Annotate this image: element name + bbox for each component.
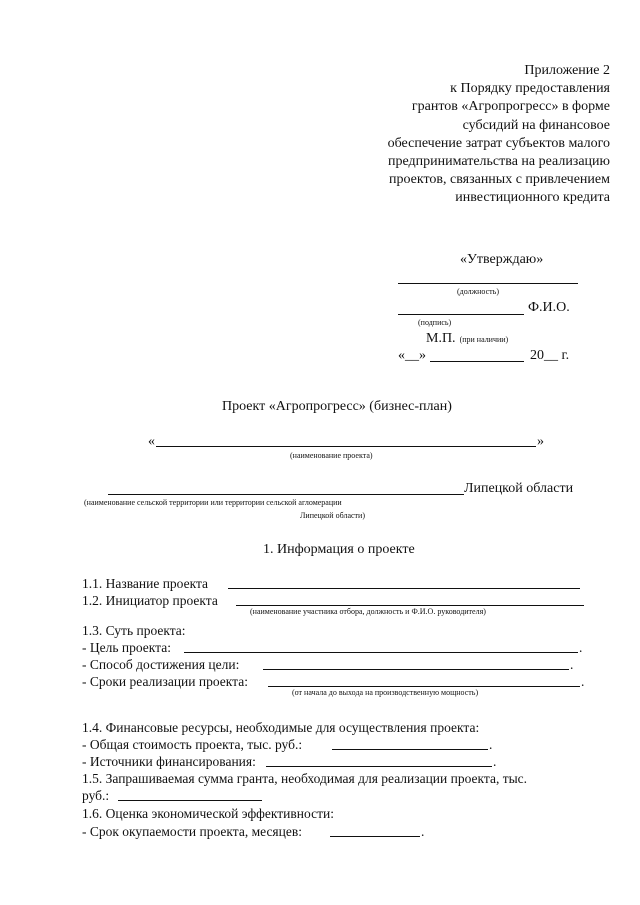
appendix-line: субсидий на финансовое bbox=[462, 117, 610, 133]
approval-title: «Утверждаю» bbox=[460, 252, 544, 267]
name-open-quote: « bbox=[148, 434, 155, 449]
terms-label: - Сроки реализации проекта: bbox=[82, 674, 248, 689]
appendix-header bbox=[388, 62, 610, 208]
item-project-name-label: 1.1. Название проекта bbox=[82, 576, 209, 591]
appendix-line: проектов, связанных с привлечением bbox=[388, 172, 610, 188]
date-month-field[interactable] bbox=[430, 361, 524, 362]
method-input[interactable] bbox=[263, 669, 569, 670]
terms-input[interactable] bbox=[268, 686, 580, 687]
appendix-line: к Порядку предоставления bbox=[450, 81, 610, 97]
section-heading: 1. Информация о проекте bbox=[263, 542, 415, 557]
appendix-line: грантов «Агропрогресс» в форме bbox=[411, 99, 610, 115]
signature-field[interactable] bbox=[398, 314, 524, 315]
date-day: «__» bbox=[398, 348, 426, 363]
terms-caption: (от начала до выхода на производственную мощность) bbox=[292, 688, 479, 697]
project-name-input[interactable] bbox=[228, 588, 580, 589]
period: . bbox=[579, 640, 583, 655]
sources-input[interactable] bbox=[266, 766, 492, 767]
appendix-line: инвестиционного кредита bbox=[455, 190, 610, 206]
period: . bbox=[570, 657, 574, 672]
project-name-field[interactable] bbox=[156, 446, 536, 447]
region-suffix: Липецкой области bbox=[464, 481, 574, 496]
method-label: - Способ достижения цели: bbox=[82, 657, 240, 672]
project-name-caption: (наименование проекта) bbox=[290, 451, 373, 460]
period: . bbox=[421, 824, 425, 839]
goal-input[interactable] bbox=[184, 652, 578, 653]
initiator-caption: (наименование участника отбора, должность и Ф.И.О. руководителя) bbox=[250, 607, 486, 616]
appendix-line: обеспечение затрат субъектов малого bbox=[387, 135, 610, 151]
grant-amount-label: 1.5. Запрашиваемая сумма гранта, необходимая для реализации проекта, тыс. bbox=[82, 771, 528, 786]
initiator-input[interactable] bbox=[236, 605, 584, 606]
position-caption: (должность) bbox=[457, 287, 499, 296]
territory-caption-2: Липецкой области) bbox=[300, 511, 365, 520]
signature-caption: (подпись) bbox=[418, 318, 452, 327]
grant-amount-input[interactable] bbox=[118, 800, 262, 801]
seal-label: М.П. bbox=[426, 331, 456, 346]
appendix-line: предпринимательства на реализацию bbox=[388, 154, 610, 170]
grant-amount-label-cont: руб.: bbox=[82, 788, 110, 803]
item-financial-label: 1.4. Финансовые ресурсы, необходимые для осуществления проекта: bbox=[82, 720, 480, 735]
item-essence-label: 1.3. Суть проекта: bbox=[82, 623, 186, 638]
position-field[interactable] bbox=[398, 283, 578, 284]
period: . bbox=[489, 737, 493, 752]
total-cost-label: - Общая стоимость проекта, тыс. руб.: bbox=[82, 737, 303, 752]
period: . bbox=[493, 754, 497, 769]
project-title: Проект «Агропрогресс» (бизнес-план) bbox=[222, 399, 452, 414]
territory-field[interactable] bbox=[108, 494, 464, 495]
seal-row bbox=[426, 329, 508, 347]
appendix-line: Приложение 2 bbox=[524, 63, 610, 78]
date-year: 20__ г. bbox=[530, 348, 570, 363]
payback-label: - Срок окупаемости проекта, месяцев: bbox=[82, 824, 302, 839]
total-cost-input[interactable] bbox=[332, 749, 488, 750]
sources-label: - Источники финансирования: bbox=[82, 754, 256, 769]
item-efficiency-label: 1.6. Оценка экономической эффективности: bbox=[82, 806, 334, 821]
seal-caption: (при наличии) bbox=[459, 335, 509, 344]
payback-input[interactable] bbox=[330, 836, 420, 837]
goal-label: - Цель проекта: bbox=[82, 640, 171, 655]
item-initiator-label: 1.2. Инициатор проекта bbox=[82, 593, 218, 608]
fio-label: Ф.И.О. bbox=[528, 300, 570, 315]
name-close-quote: » bbox=[537, 434, 544, 449]
period: . bbox=[581, 674, 585, 689]
territory-caption: (наименование сельской территории или территории сельской агломерации bbox=[84, 498, 342, 507]
